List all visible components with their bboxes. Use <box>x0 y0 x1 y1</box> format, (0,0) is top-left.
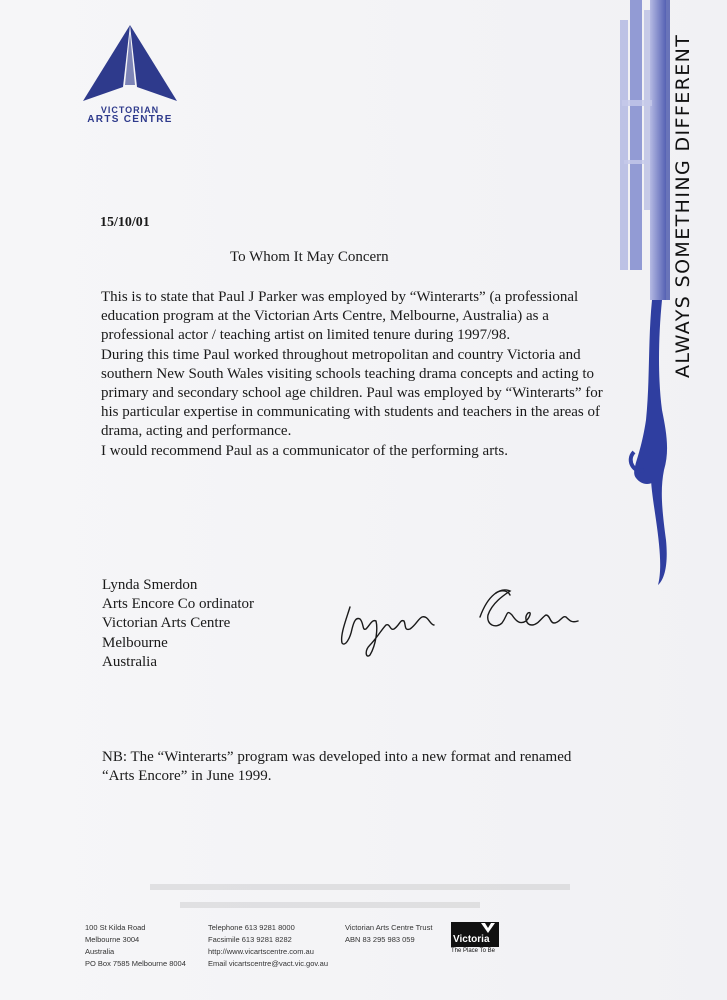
letter-body <box>101 288 611 461</box>
footer-address-line: Australia <box>85 947 115 956</box>
signatory-org: Victorian Arts Centre <box>102 615 231 632</box>
decorative-ribbon <box>600 0 727 600</box>
body-paragraph-1: This is to state that Paul J Parker was employed by “Winterarts” (a professional education program at the Victorian Arts Centre, Melbourne, Australia) as a professional actor / teaching artist on limited tenure during 1997/98. <box>101 289 579 344</box>
tagline-vertical: ALWAYS SOMETHING DIFFERENT <box>672 33 694 378</box>
victoria-tagline: The Place To Be <box>451 948 495 954</box>
victoria-logo <box>451 922 499 954</box>
footer-address <box>85 922 186 970</box>
signatory-title: Arts Encore Co ordinator <box>102 596 255 613</box>
arts-centre-spire-icon <box>83 25 177 101</box>
footer-address-line: 100 St Kilda Road <box>85 923 146 932</box>
letter-date: 15/10/01 <box>100 215 150 230</box>
footer-trust-name: Victorian Arts Centre Trust <box>345 923 433 932</box>
victoria-logo-text: Victoria <box>453 934 490 945</box>
signature-block <box>102 576 254 672</box>
footer-telephone: Telephone 613 9281 8000 <box>208 923 295 932</box>
victorian-arts-centre-logo <box>80 25 180 125</box>
footer-trust <box>345 922 432 946</box>
footer-contact <box>208 922 328 970</box>
handwritten-signature <box>320 585 590 660</box>
signatory-name: Lynda Smerdon <box>102 577 198 593</box>
nb-note: NB: The “Winterarts” program was developed into a new format and renamed “Arts Encore” in June 1999. <box>102 749 572 785</box>
signatory-city: Melbourne <box>102 634 168 651</box>
footer-address-line: Melbourne 3004 <box>85 935 140 944</box>
body-paragraph-3: I would recommend Paul as a communicator of the performing arts. <box>101 442 508 459</box>
bleed-through-text <box>150 880 600 920</box>
footer-facsimile: Facsimile 613 9281 8282 <box>208 935 292 944</box>
logo-line-1: VICTORIAN <box>100 105 160 115</box>
body-paragraph-2: During this time Paul worked throughout metropolitan and country Victoria and southern New South Wales visiting schools teaching drama concepts and acting to primary and secondary school age children. Paul was employed by “Winterarts” for his particular expertise in communicating with students and teachers in the areas of drama, acting and performance. <box>101 346 603 440</box>
footer-abn: ABN 83 295 983 059 <box>345 935 415 944</box>
footer-email: Email vicartscentre@vact.vic.gov.au <box>208 959 329 968</box>
signatory-country: Australia <box>102 653 157 670</box>
salutation: To Whom It May Concern <box>230 249 389 265</box>
footer-website: http://www.vicartscentre.com.au <box>208 947 314 956</box>
victoria-v-icon <box>481 923 495 933</box>
footer-address-line: PO Box 7585 Melbourne 8004 <box>85 959 186 968</box>
logo-line-2: ARTS CENTRE <box>87 114 173 125</box>
